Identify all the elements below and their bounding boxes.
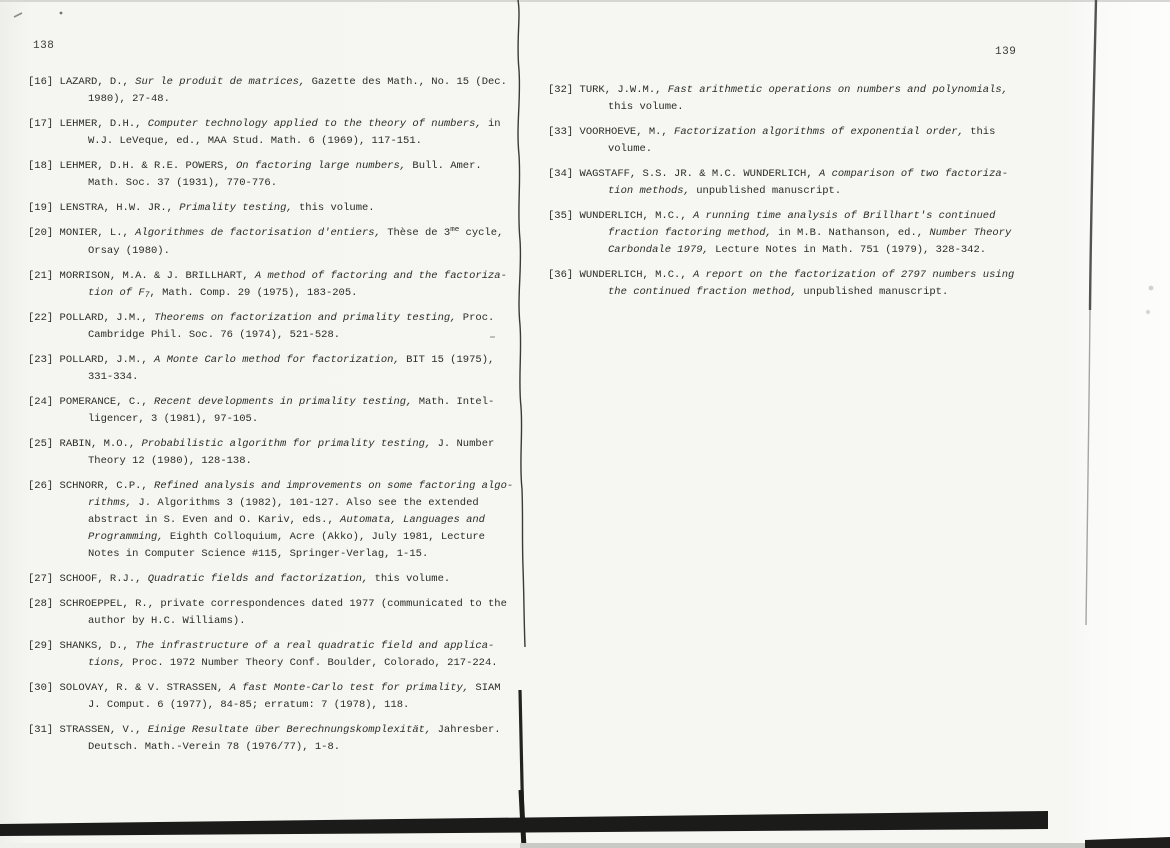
scan-top-edge xyxy=(0,0,1170,2)
reference-text-segment: me xyxy=(450,226,460,234)
reference-text-segment: WAGSTAFF, S.S. JR. & M.C. WUNDERLICH, xyxy=(579,168,819,180)
reference-text-segment: 331-334. xyxy=(88,371,139,383)
reference-number: [25] xyxy=(28,438,60,450)
reference-text-segment: A fast Monte-Carlo test for primality, xyxy=(229,682,476,694)
reference-item xyxy=(28,225,528,260)
reference-continuation-line xyxy=(28,697,528,714)
reference-text-segment: RABIN, M.O., xyxy=(59,438,142,450)
reference-text-segment: Theory 12 (1980), 128-138. xyxy=(88,455,252,467)
reference-number: [18] xyxy=(28,160,60,172)
reference-text-segment: MONIER, L., xyxy=(59,227,136,239)
reference-text-segment: Number Theory xyxy=(929,227,1012,239)
reference-number: [29] xyxy=(28,640,60,652)
reference-item xyxy=(548,208,1058,259)
reference-text-segment: Proc. 1972 Number Theory Conf. Boulder, Colorado, 217-224. xyxy=(132,657,498,669)
book-spine-shadow-tip xyxy=(521,790,524,848)
reference-text-segment: this volume. xyxy=(608,101,684,113)
reference-continuation-line xyxy=(548,225,1058,242)
reference-first-line xyxy=(28,116,528,133)
reference-text-segment: Thèse de 3 xyxy=(387,227,451,239)
ink-speck-top xyxy=(60,12,63,15)
reference-text-segment: this volume. xyxy=(298,202,375,214)
reference-continuation-line xyxy=(28,453,528,470)
reference-text-segment: this volume. xyxy=(374,573,451,585)
reference-number: [20] xyxy=(28,227,60,239)
reference-item xyxy=(548,124,1058,158)
reference-text-segment: in M.B. Nathanson, ed., xyxy=(778,227,930,239)
reference-continuation-line xyxy=(28,327,528,344)
scan-bottom-band xyxy=(520,843,1085,848)
reference-text-segment: A comparison of two factoriza- xyxy=(818,168,1008,180)
reference-text-segment: unpublished manuscript. xyxy=(696,185,842,197)
reference-text-segment: BIT 15 (1975), xyxy=(406,354,495,366)
reference-number: [35] xyxy=(548,210,580,222)
reference-text-segment: the continued fraction method, xyxy=(608,286,804,298)
reference-continuation-line xyxy=(28,411,528,428)
reference-number: [28] xyxy=(28,598,60,610)
reference-first-line xyxy=(28,352,528,369)
reference-text-segment: SCHNORR, C.P., xyxy=(59,480,155,492)
reference-first-line xyxy=(28,74,528,91)
reference-text-segment: Bull. Amer. xyxy=(412,160,482,172)
reference-text-segment: Gazette des Math., No. 15 (Dec. xyxy=(311,76,507,88)
reference-item xyxy=(548,166,1058,200)
reference-first-line xyxy=(28,571,528,588)
reference-item xyxy=(28,394,528,428)
reference-number: [24] xyxy=(28,396,60,408)
reference-text-segment: in xyxy=(488,118,501,130)
reference-text-segment: POLLARD, J.M., xyxy=(59,354,155,366)
reference-text-segment: volume. xyxy=(608,143,653,155)
reference-number: [27] xyxy=(28,573,60,585)
reference-first-line xyxy=(28,225,528,243)
reference-continuation-line xyxy=(28,369,528,386)
reference-continuation-line xyxy=(28,529,528,546)
reference-text-segment: rithms, xyxy=(88,497,139,509)
reference-continuation-line xyxy=(548,183,1058,200)
reference-text-segment: LAZARD, D., xyxy=(59,76,136,88)
reference-item xyxy=(28,680,528,714)
reference-item xyxy=(28,436,528,470)
reference-first-line xyxy=(548,166,1058,183)
reference-continuation-line xyxy=(28,175,528,192)
reference-continuation-line xyxy=(548,242,1058,259)
reference-text-segment: Fast arithmetic operations on numbers and polynomials, xyxy=(667,84,1008,96)
reference-text-segment: POLLARD, J.M., xyxy=(59,312,155,324)
reference-text-segment: Notes in Computer Science #115, Springer-Verlag, 1-15. xyxy=(88,548,429,560)
reference-number: [36] xyxy=(548,269,580,281)
reference-continuation-line xyxy=(28,133,528,150)
page-number-left: 138 xyxy=(33,40,55,52)
reference-continuation-line xyxy=(28,512,528,529)
reference-text-segment: Primality testing, xyxy=(179,202,299,214)
reference-text-segment: LEHMER, D.H. & R.E. POWERS, xyxy=(59,160,236,172)
reference-number: [26] xyxy=(28,480,60,492)
reference-item xyxy=(28,310,528,344)
reference-first-line xyxy=(28,436,528,453)
pen-mark-top-left xyxy=(14,13,22,17)
reference-text-segment: Probabilistic algorithm for primality testing, xyxy=(141,438,438,450)
reference-continuation-line xyxy=(548,141,1058,158)
reference-continuation-line xyxy=(548,284,1058,301)
reference-text-segment: A method of factoring and the factoriza- xyxy=(254,270,507,282)
reference-text-segment: Quadratic fields and factorization, xyxy=(147,573,375,585)
reference-number: [19] xyxy=(28,202,60,214)
reference-first-line xyxy=(548,82,1058,99)
reference-item xyxy=(28,352,528,386)
reference-number: [21] xyxy=(28,270,60,282)
reference-text-segment: Einige Resultate über Berechnungskomplexität, xyxy=(147,724,438,736)
reference-text-segment: Math. Soc. 37 (1931), 770-776. xyxy=(88,177,278,189)
page-number-right: 139 xyxy=(995,46,1017,58)
reference-first-line xyxy=(28,158,528,175)
reference-text-segment: Algorithmes de factorisation d'entiers, xyxy=(135,227,388,239)
reference-number: [16] xyxy=(28,76,60,88)
reference-number: [32] xyxy=(548,84,580,96)
reference-number: [22] xyxy=(28,312,60,324)
reference-continuation-line xyxy=(28,613,528,630)
reference-item xyxy=(548,82,1058,116)
reference-item xyxy=(28,116,528,150)
reference-text-segment: Programming, xyxy=(88,531,170,543)
reference-text-segment: abstract in S. Even and O. Kariv, eds., xyxy=(88,514,341,526)
reference-first-line xyxy=(28,268,528,285)
reference-number: [17] xyxy=(28,118,60,130)
reference-continuation-line xyxy=(28,495,528,512)
reference-first-line xyxy=(28,596,528,613)
reference-text-segment: Jahresber. xyxy=(437,724,501,736)
scan-bottom-band-left xyxy=(0,843,520,848)
reference-text-segment: ligencer, 3 (1981), 97-105. xyxy=(88,413,259,425)
reference-continuation-line xyxy=(548,99,1058,116)
reference-text-segment: TURK, J.W.M., xyxy=(579,84,668,96)
reference-item xyxy=(28,200,528,217)
reference-text-segment: VOORHOEVE, M., xyxy=(579,126,675,138)
reference-item xyxy=(28,158,528,192)
reference-text-segment: A running time analysis of Brillhart's continued xyxy=(692,210,996,222)
reference-number: [34] xyxy=(548,168,580,180)
reference-item xyxy=(548,267,1058,301)
reference-text-segment: Theorems on factorization and primality testing, xyxy=(154,312,463,324)
reference-text-segment: On factoring large numbers, xyxy=(235,160,413,172)
reference-text-segment: WUNDERLICH, M.C., xyxy=(579,210,693,222)
reference-text-segment: Computer technology applied to the theory of numbers, xyxy=(147,118,488,130)
reference-text-segment: Deutsch. Math.-Verein 78 (1976/77), 1-8. xyxy=(88,741,341,753)
reference-first-line xyxy=(28,394,528,411)
reference-continuation-line xyxy=(28,655,528,672)
reference-text-segment: Cambridge Phil. Soc. 76 (1974), 521-528. xyxy=(88,329,341,341)
reference-item xyxy=(28,638,528,672)
reference-continuation-line xyxy=(28,285,528,302)
reference-text-segment: Recent developments in primality testing, xyxy=(154,396,419,408)
reference-first-line xyxy=(28,310,528,327)
reference-text-segment: W.J. LeVeque, ed., MAA Stud. Math. 6 (1969), 117-151. xyxy=(88,135,422,147)
reference-number: [23] xyxy=(28,354,60,366)
reference-text-segment: Carbondale 1979, xyxy=(608,244,716,256)
reference-continuation-line xyxy=(28,91,528,108)
reference-number: [33] xyxy=(548,126,580,138)
reference-continuation-line xyxy=(28,546,528,563)
reference-first-line xyxy=(548,124,1058,141)
reference-first-line xyxy=(548,267,1058,284)
reference-first-line xyxy=(28,478,528,495)
reference-text-segment: SCHOOF, R.J., xyxy=(59,573,148,585)
reference-text-segment: J. Algorithms 3 (1982), 101-127. Also see the extended xyxy=(138,497,479,509)
reference-text-segment: POMERANCE, C., xyxy=(59,396,155,408)
reference-text-segment: Refined analysis and improvements on some factoring algo- xyxy=(154,480,514,492)
reference-text-segment: tions, xyxy=(88,657,133,669)
reference-item xyxy=(28,722,528,756)
reference-text-segment: A report on the factorization of 2797 numbers using xyxy=(692,269,1015,281)
reference-text-segment: SHANKS, D., xyxy=(59,640,136,652)
reference-text-segment: author by H.C. Williams). xyxy=(88,615,246,627)
reference-text-segment: Automata, Languages and xyxy=(340,514,485,526)
reference-text-segment: SCHROEPPEL, R., private correspondences dated 1977 (communicated to the xyxy=(59,598,507,610)
reference-item xyxy=(28,596,528,630)
reference-text-segment: , Math. Comp. 29 (1975), 183-205. xyxy=(149,287,358,299)
reference-continuation-line xyxy=(28,739,528,756)
reference-text-segment: SIAM xyxy=(475,682,501,694)
reference-text-segment: STRASSEN, V., xyxy=(59,724,148,736)
smudge-right-2 xyxy=(1146,310,1150,314)
reference-text-segment: The infrastructure of a real quadratic field and applica- xyxy=(135,640,495,652)
reference-text-segment: LEHMER, D.H., xyxy=(59,118,148,130)
reference-text-segment: WUNDERLICH, M.C., xyxy=(579,269,693,281)
reference-text-segment: Math. Intel- xyxy=(418,396,495,408)
reference-text-segment: this xyxy=(970,126,996,138)
reference-item xyxy=(28,268,528,302)
reference-text-segment: tion of F xyxy=(88,287,145,299)
reference-first-line xyxy=(28,638,528,655)
reference-list-left xyxy=(28,74,528,764)
reference-text-segment: tion methods, xyxy=(608,185,697,197)
reference-item xyxy=(28,571,528,588)
reference-text-segment: Sur le produit de matrices, xyxy=(135,76,312,88)
reference-first-line xyxy=(28,722,528,739)
reference-text-segment: unpublished manuscript. xyxy=(803,286,949,298)
reference-item xyxy=(28,74,528,108)
reference-text-segment: MORRISON, M.A. & J. BRILLHART, xyxy=(59,270,255,282)
reference-text-segment: Proc. xyxy=(462,312,495,324)
reference-text-segment: J. Number xyxy=(437,438,495,450)
reference-number: [31] xyxy=(28,724,60,736)
reference-text-segment: cycle, xyxy=(459,227,504,239)
reference-text-segment: LENSTRA, H.W. JR., xyxy=(59,202,180,214)
reference-text-segment: Orsay (1980). xyxy=(88,245,170,257)
reference-first-line xyxy=(28,200,528,217)
reference-text-segment: 7 xyxy=(144,291,150,300)
scan-black-bar xyxy=(0,811,1048,836)
page-edge-line-faint xyxy=(1086,310,1090,625)
reference-item xyxy=(28,478,528,563)
reference-number: [30] xyxy=(28,682,60,694)
reference-continuation-line xyxy=(28,243,528,260)
reference-text-segment: Lecture Notes in Math. 751 (1979), 328-342. xyxy=(715,244,987,256)
reference-text-segment: 1980), 27-48. xyxy=(88,93,170,105)
reference-list-right xyxy=(548,82,1058,309)
reference-text-segment: fraction factoring method, xyxy=(608,227,779,239)
reference-first-line xyxy=(548,208,1058,225)
scan-black-corner xyxy=(1085,837,1170,848)
reference-text-segment: SOLOVAY, R. & V. STRASSEN, xyxy=(59,682,230,694)
reference-text-segment: Factorization algorithms of exponential order, xyxy=(674,126,971,138)
reference-text-segment: Eighth Colloquium, Acre (Akko), July 1981, Lecture xyxy=(169,531,485,543)
page-edge-line-dark xyxy=(1090,0,1096,310)
reference-first-line xyxy=(28,680,528,697)
reference-text-segment: A Monte Carlo method for factorization, xyxy=(154,354,407,366)
reference-text-segment: J. Comput. 6 (1977), 84-85; erratum: 7 (1978), 118. xyxy=(88,699,410,711)
smudge-right-1 xyxy=(1149,286,1154,291)
